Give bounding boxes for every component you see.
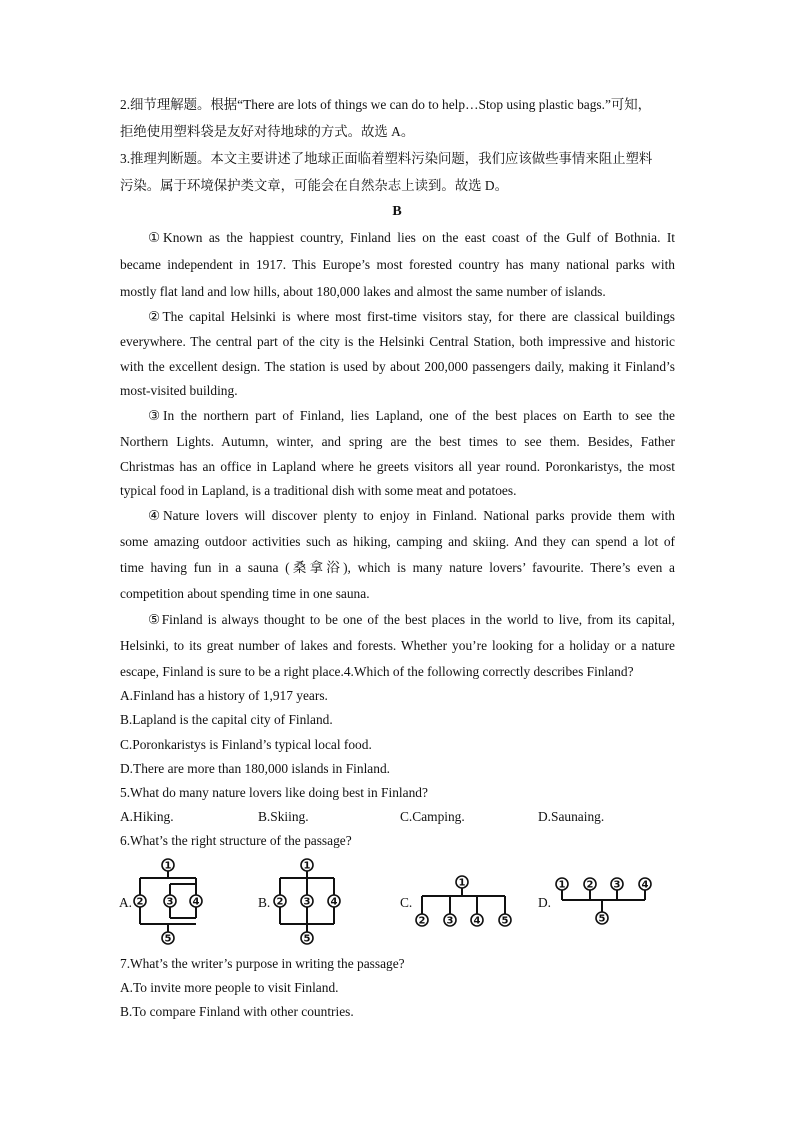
q5-option-d: D.Saunaing. [538,809,605,824]
node-label: 4 [641,879,649,891]
q6-option-b-label: B. [258,895,271,910]
passage-p5-line3: escape, Finland is sure to be a right place.4.Which of the following correctly describes Finland? [120,664,634,679]
q5-stem: 5.What do many nature lovers like doing best in Finland? [120,785,428,800]
passage-p3-line2: Northern Lights. Autumn, winter, and spring are the best times to see them. Besides, Father [120,434,675,449]
passage-p2-line2: everywhere. The central part of the city is the Helsinki Central Station, both impressive and historic [120,334,675,349]
passage-p5-line1: ⑤Finland is always thought to be one of the best places in the world to live, from its capital, [148,612,675,627]
node-label: 2 [418,915,426,927]
node-label: 5 [303,933,311,945]
q3-explanation-line1: 3.推理判断题。本文主要讲述了地球正面临着塑料污染问题，我们应该做些事情来阻止塑料 [120,151,653,166]
section-header: B [392,204,402,219]
node-label: 1 [164,860,172,872]
q7-option-b: B.To compare Finland with other countries. [120,1004,354,1019]
passage-p1-line2: became independent in 1917. This Europe’s most forested country has many national parks with [120,257,675,272]
q7-option-a: A.To invite more people to visit Finland. [120,980,339,995]
q7-stem: 7.What’s the writer’s purpose in writing the passage? [120,956,405,971]
q4-option-b: B.Lapland is the capital city of Finland. [120,712,333,727]
node-label: 2 [586,879,594,891]
node-label: 4 [330,896,338,908]
passage-p2-line1: ②The capital Helsinki is where most first-time visitors stay, for there are classical buildings [148,309,675,324]
q5-option-c: C.Camping. [400,809,465,824]
node-label: 3 [303,896,311,908]
passage-p4-line2: some amazing outdoor activities such as hiking, camping and skiing. And they can spend a lot of [120,534,675,549]
passage-p3-line4: typical food in Lapland, is a traditional dish with some meat and potatoes. [120,483,517,498]
structure-diagram-a [130,856,210,948]
passage-p3-line3: Christmas has an office in Lapland where he greets visitors all year round. Poronkaristys, the most [120,459,675,474]
q2-explanation-line1: 2.细节理解题。根据“There are lots of things we can do to help…Stop using plastic bags.”可知， [120,97,652,112]
q6-stem: 6.What’s the right structure of the passage? [120,833,352,848]
passage-p1-line1: ①Known as the happiest country, Finland lies on the east coast of the Gulf of Bothnia. It [148,230,675,245]
q5-option-b: B.Skiing. [258,809,309,824]
node-label: 5 [501,915,509,927]
structure-diagram-b [268,856,348,948]
q4-option-a: A.Finland has a history of 1,917 years. [120,688,328,703]
node-label: 5 [164,933,172,945]
passage-p2-line4: most-visited building. [120,383,238,398]
passage-p4-line4: competition about spending time in one sauna. [120,586,370,601]
passage-p4-line3: time having fun in a sauna (桑拿浴), which is many nature lovers’ favourite. There’s even a [120,560,675,575]
q3-explanation-line2: 污染。属于环境保护类文章，可能会在自然杂志上读到。故选 D。 [120,178,508,193]
node-label: 5 [598,913,606,925]
node-label: 4 [473,915,481,927]
passage-p5-line2: Helsinki, to its great number of lakes and forests. Whether you’re looking for a holiday or a nature [120,638,675,653]
node-label: 1 [458,877,466,889]
node-label: 3 [446,915,454,927]
passage-p1-line3: mostly flat land and low hills, about 180,000 lakes and almost the same number of islands. [120,284,606,299]
q2-explanation-line2: 拒绝使用塑料袋是友好对待地球的方式。故选 A。 [120,124,415,139]
q4-option-c: C.Poronkaristys is Finland’s typical local food. [120,737,372,752]
node-label: 1 [303,860,311,872]
structure-diagram-c [412,872,516,928]
node-label: 3 [613,879,621,891]
q6-option-a-label: A. [119,895,133,910]
q5-option-a: A.Hiking. [120,809,174,824]
node-label: 3 [166,896,174,908]
node-label: 4 [192,896,200,908]
passage-p2-line3: with the excellent design. The station is used by about 200,000 passengers daily, making it Finland’s [120,359,675,374]
q6-option-c-label: C. [400,895,413,910]
passage-p3-line1: ③In the northern part of Finland, lies Lapland, one of the best places on Earth to see the [148,408,675,423]
structure-diagram-d [552,874,656,928]
q4-option-d: D.There are more than 180,000 islands in Finland. [120,761,390,776]
node-label: 2 [276,896,284,908]
q6-option-d-label: D. [538,895,552,910]
passage-p4-line1: ④Nature lovers will discover plenty to enjoy in Finland. National parks provide them with [148,508,675,523]
node-label: 2 [136,896,144,908]
node-label: 1 [558,879,566,891]
